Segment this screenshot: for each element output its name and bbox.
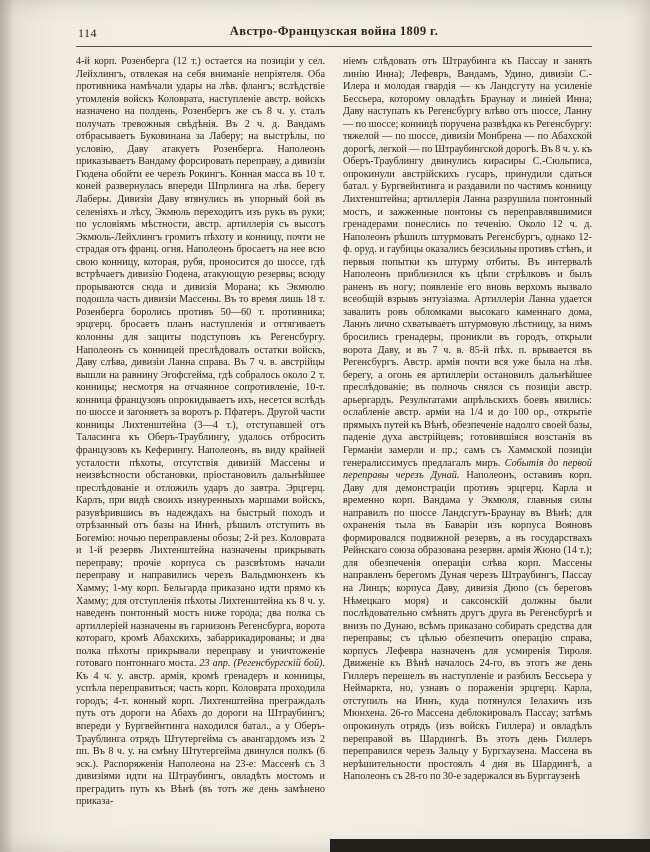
text-segment: Къ 4 ч. у. австр. армія, кромѣ гренадеръ и конницы, успѣла переправиться; часть корп. Коловрата проходила городъ; 4-т. конный корп. Лихтенштейна преграждалъ путь отъ дороги на Абахъ до дороги на Штраубингъ; впереди у Бургвейнтинга находился батал., а у Оберъ-Траублинга отрядъ Штутергейма съ авангардомъ изъ 2 пп. Въ 8 ч. у. на смѣну Штутергейма двинулся полкъ (6 эск.). Распоряженія Наполеона на 23-е: Массенѣ съ 3 дивизіями идти на Штраубингъ, овладѣть мостомъ и преградить путь къ Вѣнѣ (въ тотъ же день замѣнено приказа- [76, 670, 325, 808]
header-rule [76, 46, 592, 47]
left-column [76, 56, 325, 836]
page-header [76, 24, 592, 44]
text-segment: Наполеонъ, оставивъ корп. Даву для демонстраціи противъ эрцгерц. Карла и временно корп. Вандама у Экмюля, главныя силы направилъ по шоссе Ландсгутъ-Браунау въ Вѣнѣ; для охраненія тыла въ Баваріи изъ корпуса Вояновъ формировался подвижной резервъ, а въ государствахъ Рейнскаго союза образована резервн. армія Жюно (14 т.); для обезпеченія операціи слѣва корп. Массены направленъ берегомъ Дуная черезъ Штраубингъ, Пассау на Линцъ; корпуса Даву, дивизія Дюпо (съ береговъ Нѣмецкаго моря) и саксонскій должны были послѣдовательно смѣнять другъ друга въ Регенсбургѣ и внизъ по Дунаю, всѣмъ приказано собирать средства для переправы; съ цѣлью обезпечить операцію справа, корпусъ Лефевра назначенъ для усмиренія Тироля. Движеніе къ Вѣнѣ началось 24-го, въ этотъ же день Гиллеръ перешелъ въ наступленіе и разбилъ Бессьера у Неймаркта, но, узнавъ о пораженіи эрцгерц. Карла, отступилъ на Иннъ, куда потянулся Іелахичъ изъ Мюнхена. 26-го Массена деблокировалъ Пассау; затѣмъ опрокинулъ отрядъ (изъ войскъ Гиллера) и овладѣлъ переправой въ Шардингѣ. Въ этотъ день Гиллеръ переправился черезъ Зальцу у Бургхаузена. Массена въ нерѣшительности простоялъ 4 дня въ Шардингѣ, а Наполеонъ съ 28-го по 30-е задержался въ Бурггаузенѣ [343, 470, 592, 783]
running-title: Австро-Французская война 1809 г. [229, 24, 439, 38]
text-segment: 4-й корп. Розенберга (12 т.) остается на позиціи у сел. Лейхлингъ, отвлекая на себя вниманіе непріятеля. Оба противника намѣчали удары на лѣв. флангъ; вслѣдствіе утомленія войскъ Коловрата, наступленіе австр. войскъ назначено на полдень, Розенбергъ же съ 8 ч. у. сталъ получать тревожныя свѣдѣнія. Въ 2 ч. д. Вандамъ отбрасываетъ Буковинана за Лаберу; на выстрѣлы, по условію, Даву атакуетъ Розенберга. Наполеонъ приказываетъ Вандаму форсировать переправу, а дивизіи Гюдена обойти ее черезъ Рокингъ. Конная масса въ 10 т. коней развернулась впереди Шпрлинга на лѣв. берегу Лаберы. Дивизіи Даву втянулись въ упорный бой въ селеніяхъ и лѣсу, Экмюль переходитъ изъ рукъ въ руки; по условіямъ мѣстности, австр. артиллерія съ высотъ Экмюль-Лейхлингъ громитъ пѣхоту и конницу, почти не страдая отъ франц. огня. Наполеонъ бросаетъ на нее всю свою конницу, которая, рубя, проносится до шоссе, гдѣ встрѣчаетъ дивизію Гюдена, атакующую резервы; всюду прорываются сюда и дивизія Морана; къ Экмюлю подошла часть дивизіи Массены. Въ то время лишь 18 т. Розенберга боролись противъ 50—60 т. противника; эрцгерц. бросаетъ планъ наступленія и оттягиваетъ колонны для защиты подступовъ къ Регенсбургу. Наполеонъ съ конницей преслѣдовалъ остатки войскъ, Даву слѣва, дивизіи Ланна справа. Въ 7 ч. в. австрійцы вышли на равнину Эгофсгейма, гдѣ собралось около 2 т. конницы; несмотря на отчаянное сопротивленіе, 10-т. конница французовъ опрокидываетъ ихъ, несется вслѣдъ по шоссе и загоняетъ за воротъ р. Пфатеръ. [76, 56, 325, 419]
text-segment: Событія до первой переправы черезъ Дунай. [343, 457, 592, 482]
text-segment: 23 апр. (Регенсбургскій бой). [199, 658, 325, 670]
text-segment: Другой части конницы Лихтенштейна (3—4 т.), отступавшей отъ Таласинга къ Оберъ-Траублингу, удалось отбросить французовъ къ Кеферингу. Наполеонъ, въ виду крайней усталости пѣхоты, отсутствія дивизій Массены и неизвѣстности обстановки, пріостановилъ дальнѣйшее преслѣдованіе и отложилъ ударъ до завтра. Эрцгерц. Карлъ, при видѣ своихъ изнуренныхъ маршами войскъ, разувѣрившись въ надеждахъ на быстрый походъ и отрѣзанный отъ базы на Иннѣ, рѣшилъ отступить въ Богемію: ночью переправлены обозы; 2-й рез. Коловрата и 1-й резервъ Лихтенштейна назначены прикрывать переправу; прочіе корпуса съ разсвѣтомъ начали переправу и направились черезъ Вальдмюнхенъ къ Хамму; 1-му корп. Бельгарда приказано идти прямо къ Хамму; для отступленія пѣхоты Лихтенштейна къ 8 ч. у. наведенъ понтонный мостъ ниже города; два полка съ артиллеріей назначены въ гарнизонъ Регенсбурга, ворота котораго, кромѣ Абахскихъ, забаррикадированы; и два полка пѣхоты прикрывали переправу и уничтоженіе готоваго понтоннаго моста. [76, 407, 325, 670]
page-number: 114 [78, 26, 98, 40]
binding-shadow [0, 0, 14, 852]
scan-artifact-bar [330, 839, 650, 852]
right-column [343, 56, 592, 836]
text-segment: ніемъ слѣдовать отъ Штраубинга къ Пассау и занять линію Инна); Лефевръ, Вандамъ, Удино, дивизіи С.-Илера и молодая гвардія — къ Ландсгуту на усиленіе Бессьера, которому овладѣть Браунау и линіей Инна; Даву наступать къ Регенсбургу влѣво отъ шоссе, Ланну — по шоссе; конницѣ поручена развѣдка къ Регенсбургу: тяжелой — по шоссе, дивизіи Монбрена — по Абахской дорогѣ, легкой — по Штраубингской дорогѣ. Въ 8 ч. у. къ Оберъ-Траублингу двинулись кирасиры С.-Сюльписа, опрокинули австрійскихъ гусаръ, принудили сдаться батал. у Бургвейнтинга и раздавили по частямъ конницу Лихтенштейна; артиллерія Ланна разрушила понтонный мостъ, и зажженные понтоны съ переправлявшимися гренадерами понеслись по теченію. Около 12 ч. д. Наполеонъ рѣшилъ штурмовать Регенсбургъ, однако 12-ф. оруд. и гаубицы оказались безсильны противъ стѣнъ, и первыя попытки къ штурму отбиты. Въ интервалѣ Наполеонъ приблизился къ цѣпи стрѣлковъ и былъ раненъ въ ногу; появленіе его вновь верхомъ вызвало всеобщій взрывъ энтузіазма. Артиллеріи Ланна удается завалить ровъ обломками высокаго каменнаго дома, Ланнъ лично схватываетъ штурмовую лѣстницу, за нимъ бросились гренадеры, проникли въ городъ, открыли ворота Даву, и въ 7 ч. в. 85-й пѣх. п. врывается въ Регенсбургъ. Австр. армія почти вся уже была на лѣв. берегу, а огонь ея артиллеріи остановилъ дальнѣйшее преслѣдованіе; въ полночь снялся съ позиціи австр. арьергардъ. Результатами апрѣльскихъ боевъ явились: ослабленіе австр. арміи на 1/4 и до 100 ор., открытіе прямыхъ путей къ Вѣнѣ, обезпеченіе надолго своей базы, паденіе духа австрійцевъ; готовившіяся возстанія въ Германіи замерли и пр.; самъ съ Хаммской позиціи генералиссимусъ предлагалъ миръ. [343, 56, 592, 469]
text-columns [76, 56, 592, 836]
